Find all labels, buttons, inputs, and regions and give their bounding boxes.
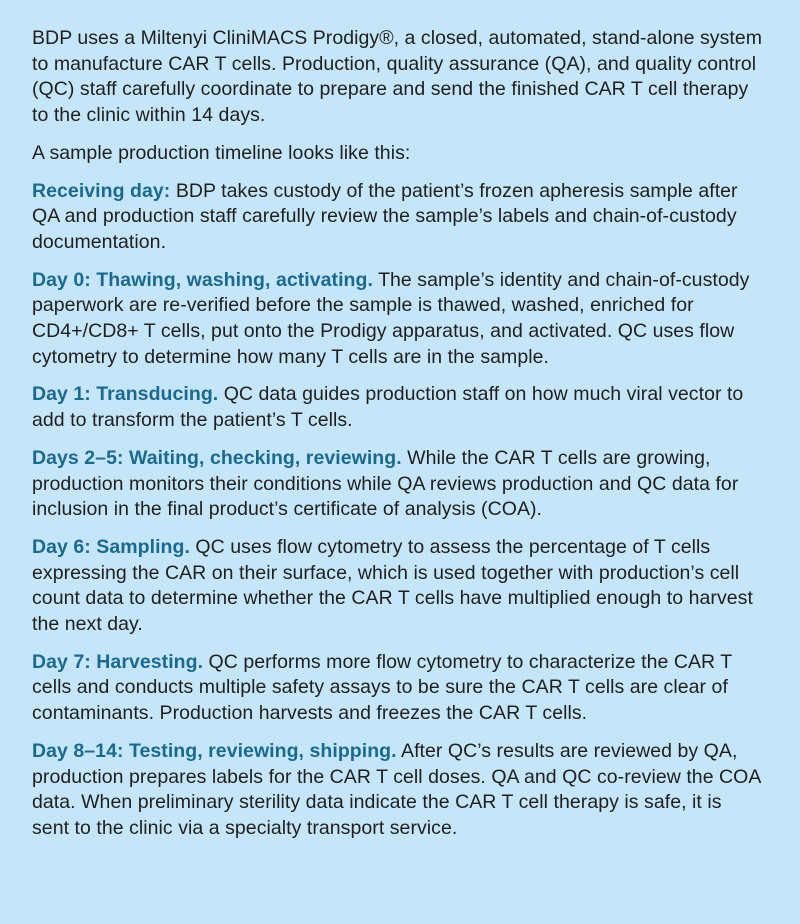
step-body: QC uses flow cytometry to assess the percentage of T cells expressing the CAR on their surface, which is used together with production’s cell count data to determine whether the CAR T cells have multiplied enough to harvest the next day. <box>32 535 753 636</box>
step-title: Receiving day: <box>32 179 171 202</box>
step-day-0 <box>32 268 764 371</box>
step-body: The sample’s identity and chain-of-custody paperwork are re-verified before the sample is thawed, washed, enriched for CD4+/CD8+ T cells, put onto the Prodigy apparatus, and activated. QC uses flow cytometry to determine how many T cells are in the sample. <box>32 268 750 368</box>
step-day-8-14 <box>32 739 764 842</box>
step-body: QC data guides production staff on how much viral vector to add to transform the patient’s T cells. <box>32 383 744 432</box>
step-title: Days 2–5: Waiting, checking, reviewing. <box>32 446 402 469</box>
intro-paragraph: BDP uses a Miltenyi CliniMACS Prodigy®, a closed, automated, stand-alone system to manufacture CAR T cells. Production, quality assurance (QA), and quality control (QC) staff carefully coordinate to prepare and send the finished CAR T cell therapy to the clinic within 14 days. <box>32 27 763 127</box>
step-title: Day 0: Thawing, washing, activating. <box>32 268 373 291</box>
step-body: After QC’s results are reviewed by QA, production prepares labels for the CAR T cell doses. QA and QC co-review the COA data. When preliminary sterility data indicate the CAR T cell therapy is safe, it is sent to the clinic via a specialty transport service. <box>32 739 761 839</box>
timeline-intro: A sample production timeline looks like this: <box>32 141 411 164</box>
step-title: Day 6: Sampling. <box>32 535 190 558</box>
step-receiving-day <box>32 179 764 256</box>
step-day-1 <box>32 382 764 433</box>
step-body: QC performs more flow cytometry to characterize the CAR T cells and conducts multiple safety assays to be sure the CAR T cells are clear of contaminants. Production harvests and freezes the CAR T cells. <box>32 650 732 725</box>
step-title: Day 8–14: Testing, reviewing, shipping. <box>32 739 397 762</box>
step-day-7 <box>32 650 764 727</box>
step-body: BDP takes custody of the patient’s frozen apheresis sample after QA and production staff carefully review the sample’s labels and chain-of-custody documentation. <box>32 179 738 253</box>
step-title: Day 7: Harvesting. <box>32 650 204 673</box>
step-body: While the CAR T cells are growing, production monitors their conditions while QA reviews production and QC data for inclusion in the final product’s certificate of analysis (COA). <box>32 446 739 521</box>
step-day-6 <box>32 535 764 638</box>
step-days-2-5 <box>32 446 764 523</box>
step-title: Day 1: Transducing. <box>32 383 219 406</box>
